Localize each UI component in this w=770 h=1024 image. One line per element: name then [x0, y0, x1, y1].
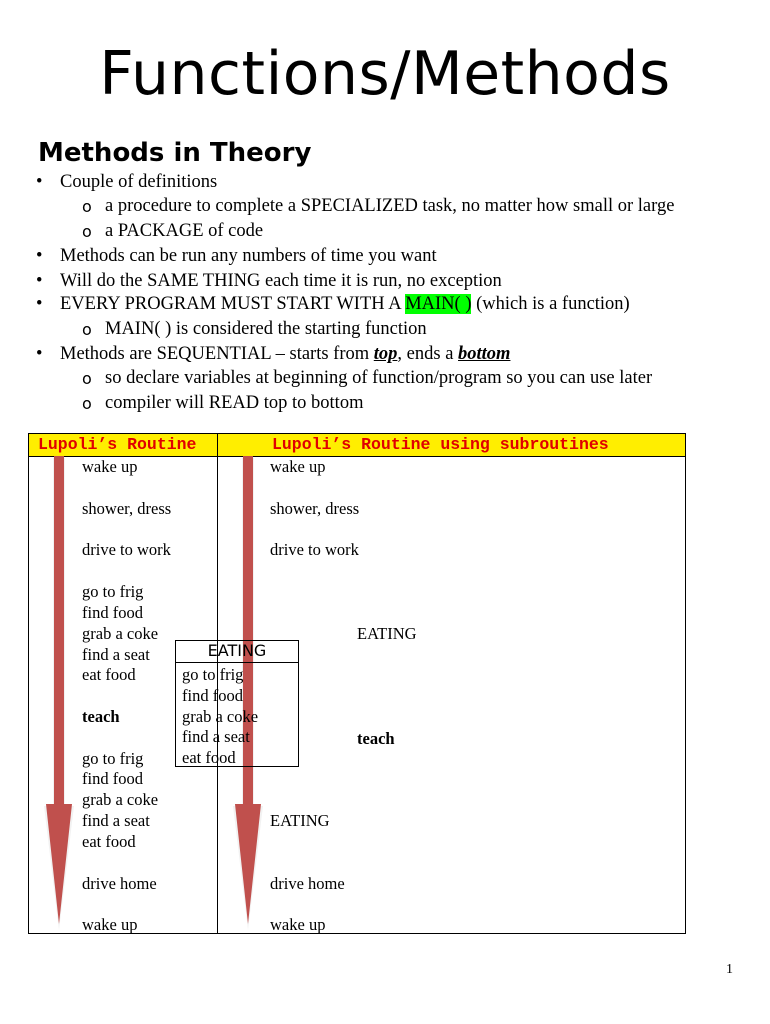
left-step: wake up — [82, 915, 138, 934]
right-step: drive to work — [270, 540, 359, 559]
seq-mid: , ends a — [397, 344, 459, 364]
bullet-main — [60, 292, 630, 316]
left-step: grab a coke — [82, 790, 159, 809]
bullet-glyph: • — [36, 294, 43, 314]
right-step: wake up — [270, 915, 326, 934]
bullet-run-times: Methods can be run any numbers of time you want — [60, 246, 437, 266]
main-post: (which is a function) — [471, 294, 630, 314]
bullet-sequential — [60, 342, 510, 366]
left-step: find a seat — [82, 645, 150, 664]
section-heading: Methods in Theory — [38, 138, 312, 168]
bullet-glyph: • — [36, 246, 43, 266]
sub-bullet-glyph: o — [82, 320, 92, 339]
left-step: shower, dress — [82, 499, 172, 518]
eating-box-divider — [175, 662, 299, 663]
table-header — [29, 434, 685, 457]
sub-bullet-glyph: o — [82, 369, 92, 388]
left-step-teach: teach — [82, 707, 120, 726]
sub-bullet-declare: so declare variables at beginning of function/program so you can use later — [105, 368, 653, 388]
left-step: eat food — [82, 665, 136, 684]
right-step: drive home — [270, 874, 345, 893]
main-highlight: MAIN( ) — [405, 294, 472, 314]
sub-bullet-glyph: o — [82, 394, 92, 413]
header-left: Lupoli’s Routine — [38, 435, 197, 454]
page-title: Functions/Methods — [99, 39, 671, 109]
right-step-teach: teach — [357, 729, 395, 748]
eating-box-item: find food — [182, 686, 243, 705]
main-pre: EVERY PROGRAM MUST START WITH A — [60, 294, 406, 314]
sub-bullet-glyph: o — [82, 197, 92, 216]
eating-box-item: eat food — [182, 748, 236, 767]
bullet-glyph: • — [36, 271, 43, 291]
left-step: eat food — [82, 832, 136, 851]
right-step-eating: EATING — [270, 811, 330, 830]
seq-top: top — [373, 344, 398, 364]
bullet-glyph: • — [36, 344, 43, 364]
bullet-definitions: Couple of definitions — [60, 172, 218, 192]
header-right: Lupoli’s Routine using subroutines — [272, 435, 609, 454]
sequence-arrow-left-icon — [44, 456, 76, 934]
left-step: go to frig — [82, 582, 144, 601]
sub-bullet-main-start: MAIN( ) is considered the starting function — [105, 319, 427, 339]
left-step: find food — [82, 603, 143, 622]
left-step: drive home — [82, 874, 157, 893]
right-step: shower, dress — [270, 499, 360, 518]
left-step: find a seat — [82, 811, 150, 830]
right-step: wake up — [270, 457, 326, 476]
sub-bullet-package: a PACKAGE of code — [105, 221, 264, 241]
left-step: wake up — [82, 457, 138, 476]
sub-bullet-compiler: compiler will READ top to bottom — [105, 393, 364, 413]
eating-box-title: EATING — [207, 641, 267, 660]
seq-pre: Methods are SEQUENTIAL – starts from — [60, 344, 374, 364]
sub-bullet-glyph: o — [82, 222, 92, 241]
eating-box-item: grab a coke — [182, 707, 259, 726]
eating-box-item: find a seat — [182, 727, 250, 746]
bullet-glyph: • — [36, 172, 43, 192]
bullet-same-thing: Will do the SAME THING each time it is run, no exception — [60, 271, 502, 291]
seq-bottom: bottom — [458, 344, 511, 364]
left-step: grab a coke — [82, 624, 159, 643]
sub-bullet-procedure: a procedure to complete a SPECIALIZED task, no matter how small or large — [105, 196, 675, 216]
left-step: go to frig — [82, 749, 144, 768]
page-number: 1 — [726, 962, 733, 977]
left-step: find food — [82, 769, 143, 788]
eating-box-item: go to frig — [182, 665, 244, 684]
right-step-eating: EATING — [357, 624, 417, 643]
left-step: drive to work — [82, 540, 171, 559]
